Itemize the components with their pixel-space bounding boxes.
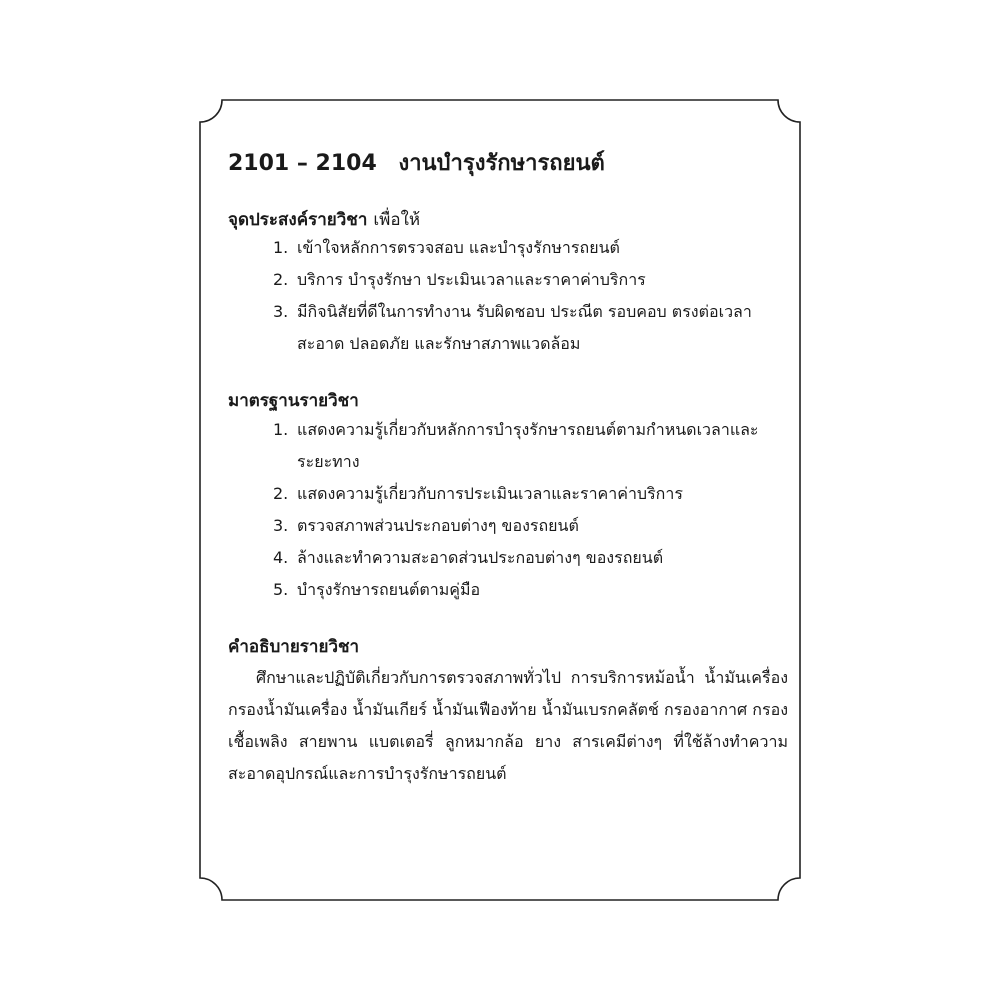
course-code: 2101 – 2104 — [228, 151, 377, 176]
description-heading: คำอธิบายรายวิชา — [228, 637, 360, 658]
list-item: 2. แสดงความรู้เกี่ยวกับการประเมินเวลาและราคาค่าบริการ — [273, 484, 683, 504]
description-text: ศึกษาและปฏิบัติเกี่ยวกับการตรวจสภาพทั่วไป การบริการหม้อน้ำ น้ำมันเครื่อง กรองน้ำมันเครื่อง น้ำมันเกียร์ น้ำมันเฟืองท้าย น้ำมันเบรกคลัตช์ กรองอากาศ กรองเชื้อเพลิง สายพาน แบตเตอรี่ ลูกหมากล้อ ยาง สารเคมีต่างๆ ที่ใช้ล้างทำความสะอาดอุปกรณ์และการบำรุงรักษารถยนต์ — [228, 667, 788, 783]
standards-list — [228, 414, 788, 606]
objectives-heading: จุดประสงค์รายวิชา เพื่อให้ — [228, 209, 421, 230]
course-title — [228, 150, 788, 179]
list-item: 1. เข้าใจหลักการตรวจสอบ และบำรุงรักษารถยนต์ — [273, 238, 620, 258]
list-item: 1. แสดงความรู้เกี่ยวกับหลักการบำรุงรักษารถยนต์ตามกำหนดเวลาและระยะทาง — [273, 420, 759, 472]
description-section — [228, 636, 788, 790]
list-item: 2. บริการ บำรุงรักษา ประเมินเวลาและราคาค่าบริการ — [273, 270, 646, 290]
standards-heading: มาตรฐานรายวิชา — [228, 391, 359, 412]
list-item: 3. ตรวจสภาพส่วนประกอบต่างๆ ของรถยนต์ — [273, 516, 579, 536]
document-content — [228, 150, 788, 790]
standards-section — [228, 390, 788, 606]
objectives-section — [228, 209, 788, 361]
course-name: งานบำรุงรักษารถยนต์ — [398, 151, 605, 176]
list-item: 5. บำรุงรักษารถยนต์ตามคู่มือ — [273, 580, 481, 600]
list-item: 3. มีกิจนิสัยที่ดีในการทำงาน รับผิดชอบ ประณีต รอบคอบ ตรงต่อเวลา สะอาด ปลอดภัย และรักษาสภาพแวดล้อม — [273, 302, 752, 354]
objectives-list — [228, 232, 788, 360]
list-item: 4. ล้างและทำความสะอาดส่วนประกอบต่างๆ ของรถยนต์ — [273, 548, 664, 568]
